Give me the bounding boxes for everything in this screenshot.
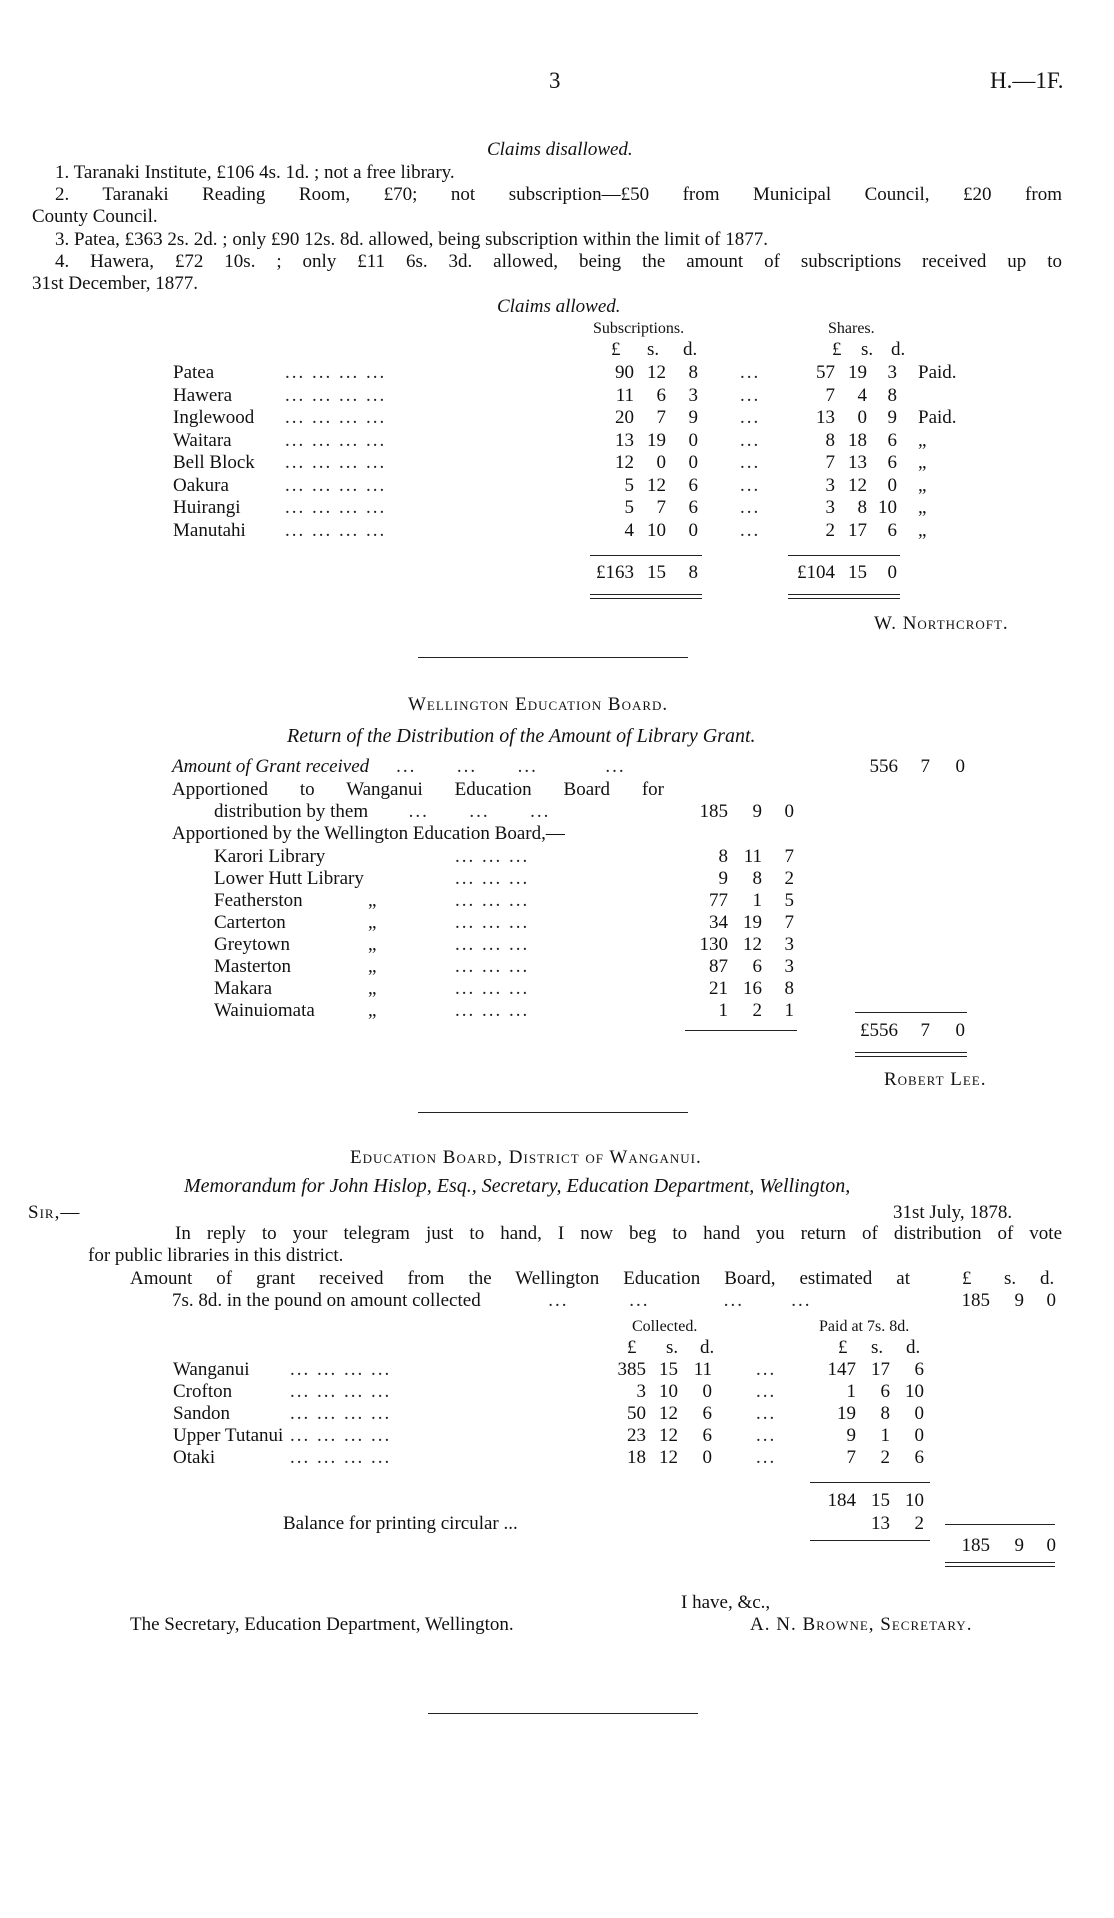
paid-shillings: 8	[880, 1403, 890, 1424]
unit-pence: d.	[891, 339, 906, 360]
sub-pence: 9	[688, 407, 698, 428]
subtotal-pence: 10	[905, 1490, 924, 1511]
leader-dots: ...	[756, 1447, 777, 1468]
amount-shillings: 2	[752, 1000, 762, 1021]
sub-pence: 3	[688, 384, 698, 406]
district-name: Sandon	[173, 1403, 230, 1424]
claims-allowed-title: Claims allowed.	[497, 296, 621, 317]
leader-dots: ... ... ... ...	[285, 407, 387, 428]
leader-dots: ...	[756, 1403, 777, 1424]
sub-pounds: 90	[615, 362, 634, 383]
subtotal-pounds: 184	[827, 1490, 856, 1511]
amount-pounds: 87	[709, 956, 728, 977]
wanganui-shillings: 9	[752, 801, 762, 822]
amount-pounds: 77	[709, 890, 728, 911]
unit-shilling: s.	[647, 339, 660, 360]
unit-pence: d.	[1040, 1268, 1055, 1289]
collected-pounds: 385	[617, 1359, 646, 1380]
memo-date: 31st July, 1878.	[893, 1202, 1013, 1223]
total-shares-pence: 0	[887, 562, 897, 583]
shares-pence: 6	[887, 452, 897, 473]
collected-pounds: 3	[636, 1381, 646, 1402]
library-name: Karori Library	[214, 846, 326, 867]
row-name: Oakura	[173, 474, 229, 496]
signature-browne: A. N. Browne, Secretary.	[750, 1614, 973, 1635]
sub-pounds: 4	[624, 519, 634, 541]
shares-pence: 6	[887, 519, 897, 541]
sub-pence: 8	[688, 362, 698, 383]
amount-pounds: 21	[709, 978, 728, 999]
unit-pence: d.	[700, 1337, 715, 1358]
double-rule	[855, 1056, 967, 1057]
unit-shilling: s.	[871, 1337, 884, 1358]
leader-dots: ... ... ... ...	[290, 1359, 392, 1380]
amount-pence: 2	[784, 868, 794, 889]
unit-pound: £	[627, 1337, 637, 1358]
double-rule	[788, 594, 900, 595]
district-name: Wanganui	[173, 1359, 250, 1380]
library-name: Lower Hutt Library	[214, 868, 364, 889]
balance-label: Balance for printing circular ...	[283, 1513, 518, 1534]
grant-pounds: 185	[961, 1290, 990, 1311]
leader-dots: ...	[740, 519, 761, 541]
unit-shilling: s.	[861, 339, 874, 360]
unit-shilling: s.	[1004, 1268, 1017, 1289]
grant-shillings: 9	[1014, 1290, 1024, 1311]
district-name: Upper Tutanui	[173, 1425, 284, 1446]
shares-pounds: 7	[825, 452, 835, 473]
wanganui-pounds: 185	[699, 801, 728, 822]
col-header-collected: Collected.	[632, 1318, 698, 1335]
row-name: Manutahi	[173, 519, 246, 541]
amount-received-line1: Amount of grant received from the Wellington Education Board, estimated at	[130, 1268, 910, 1289]
amount-shillings: 11	[743, 846, 762, 867]
sub-shillings: 19	[647, 429, 666, 451]
unit-pence: d.	[906, 1337, 921, 1358]
unit-pound: £	[611, 339, 621, 360]
amount-shillings: 6	[752, 956, 762, 977]
sub-shillings: 0	[656, 452, 666, 473]
shares-shillings: 4	[857, 384, 867, 406]
unit-pound: £	[962, 1268, 972, 1289]
paid-shillings: 1	[880, 1425, 890, 1446]
wellington-subtitle: Return of the Distribution of the Amount of Library Grant.	[287, 725, 756, 747]
disallowed-item-2: 2. Taranaki Reading Room, £70; not subscription—£50 from Municipal Council, £20 from County Council.	[32, 184, 1062, 227]
paid-shillings: 17	[871, 1359, 890, 1380]
district-name: Otaki	[173, 1447, 216, 1468]
grant-pence: 0	[955, 756, 965, 777]
shares-shillings: 12	[848, 474, 867, 496]
sub-pence: 0	[688, 429, 698, 451]
shares-shillings: 18	[848, 429, 867, 451]
sub-pounds: 20	[615, 407, 634, 428]
ditto-mark: „	[368, 1000, 377, 1021]
balance-shillings: 13	[871, 1513, 890, 1534]
paid-pounds: 147	[827, 1359, 856, 1380]
total-rule	[685, 1030, 797, 1031]
leader-dots: ... ... ...	[455, 934, 530, 955]
sub-pence: 6	[688, 474, 698, 496]
amount-pence: 7	[784, 912, 794, 933]
paid-pence: 0	[914, 1425, 924, 1446]
salutation: Sir,—	[28, 1202, 81, 1223]
wellington-total-pence: 0	[955, 1020, 965, 1041]
leader-dots: ... ... ...	[455, 978, 530, 999]
double-rule	[945, 1562, 1055, 1563]
leader-dots: ...	[740, 474, 761, 496]
leader-dots: ... ... ... ...	[290, 1403, 392, 1424]
leader-dots: ... ... ... ...	[285, 474, 387, 496]
shares-shillings: 19	[848, 362, 867, 383]
wellington-total-shillings: 7	[920, 1020, 930, 1041]
double-rule	[590, 598, 702, 599]
total-rule	[788, 555, 900, 556]
leader-dots: ... ... ...	[455, 890, 530, 911]
claims-disallowed-title: Claims disallowed.	[487, 139, 633, 160]
signature-lee: Robert Lee.	[884, 1069, 987, 1090]
paid-pounds: 1	[846, 1381, 856, 1402]
amount-pence: 8	[784, 978, 794, 999]
payment-note: „	[918, 497, 927, 518]
wellington-title: Wellington Education Board.	[408, 694, 669, 715]
amount-received-line2: 7s. 8d. in the pound on amount collected ... ... ... ...	[172, 1290, 812, 1311]
paid-pounds: 9	[846, 1425, 856, 1446]
collected-pounds: 50	[627, 1403, 646, 1424]
amount-shillings: 19	[743, 912, 762, 933]
shares-pounds: 7	[825, 384, 835, 406]
sub-shillings: 6	[656, 384, 666, 406]
shares-shillings: 0	[857, 407, 867, 428]
unit-pound: £	[832, 339, 842, 360]
shares-pounds: 3	[825, 474, 835, 496]
sub-pence: 6	[688, 497, 698, 518]
amount-pence: 5	[784, 890, 794, 911]
leader-dots: ...	[740, 362, 761, 383]
sub-pounds: 11	[615, 384, 634, 406]
col-header-shares: Shares.	[828, 320, 875, 337]
row-name: Patea	[173, 362, 215, 383]
final-total-shillings: 9	[1014, 1535, 1024, 1556]
row-name: Inglewood	[173, 407, 255, 428]
total-rule	[590, 555, 702, 556]
payment-note: „	[918, 452, 927, 473]
disallowed-item-3: 3. Patea, £363 2s. 2d. ; only £90 12s. 8d. allowed, being subscription within the limit of 1877.	[55, 229, 768, 250]
sub-shillings: 7	[656, 497, 666, 518]
collected-pence: 11	[693, 1359, 712, 1380]
library-name: Featherston	[214, 890, 303, 911]
leader-dots: ... ... ... ...	[285, 497, 387, 518]
sub-pounds: 5	[624, 474, 634, 496]
paid-pounds: 7	[846, 1447, 856, 1468]
collected-shillings: 12	[659, 1447, 678, 1468]
ditto-mark: „	[368, 890, 377, 911]
shares-pounds: 13	[816, 407, 835, 428]
total-rule	[855, 1012, 967, 1013]
leader-dots: ... ... ... ...	[285, 384, 387, 406]
wanganui-pence: 0	[784, 801, 794, 822]
library-name: Masterton	[214, 956, 292, 977]
amount-shillings: 12	[743, 934, 762, 955]
amount-shillings: 16	[743, 978, 762, 999]
collected-pence: 0	[702, 1381, 712, 1402]
collected-pounds: 23	[627, 1425, 646, 1446]
total-sub-pence: 8	[688, 562, 698, 583]
library-name: Carterton	[214, 912, 286, 933]
amount-pence: 3	[784, 934, 794, 955]
disallowed-item-1: 1. Taranaki Institute, £106 4s. 1d. ; not a free library.	[55, 162, 455, 183]
amount-pence: 3	[784, 956, 794, 977]
leader-dots: ...	[756, 1381, 777, 1402]
leader-dots: ... ... ...	[455, 956, 530, 977]
collected-shillings: 12	[659, 1425, 678, 1446]
payment-note: Paid.	[918, 407, 957, 428]
collected-shillings: 12	[659, 1403, 678, 1424]
leader-dots: ... ... ...	[455, 868, 530, 889]
leader-dots: ...	[740, 497, 761, 518]
subtotal-rule	[810, 1540, 930, 1541]
shares-shillings: 13	[848, 452, 867, 473]
grant-shillings: 7	[920, 756, 930, 777]
payment-note: Paid.	[918, 362, 957, 383]
leader-dots: ... ... ... ...	[290, 1447, 392, 1468]
addressee: The Secretary, Education Department, Wellington.	[130, 1614, 514, 1635]
sub-pence: 0	[688, 452, 698, 473]
row-name: Hawera	[173, 384, 233, 406]
grant-label: Amount of Grant received ... ... ... ...	[172, 756, 626, 777]
ditto-mark: „	[368, 934, 377, 955]
paid-pounds: 19	[837, 1403, 856, 1424]
shares-shillings: 8	[857, 497, 867, 518]
grant-pounds: 556	[869, 756, 898, 777]
paid-shillings: 6	[880, 1381, 890, 1402]
paid-pence: 6	[914, 1447, 924, 1468]
shares-pounds: 57	[816, 362, 835, 383]
collected-shillings: 10	[659, 1381, 678, 1402]
shares-pounds: 2	[825, 519, 835, 541]
leader-dots: ...	[756, 1359, 777, 1380]
amount-pence: 7	[784, 846, 794, 867]
col-header-subscriptions: Subscriptions.	[593, 320, 685, 337]
collected-shillings: 15	[659, 1359, 678, 1380]
library-name: Wainuiomata	[214, 1000, 315, 1021]
shares-pence: 10	[878, 497, 897, 518]
amount-pounds: 130	[699, 934, 728, 955]
district-name: Crofton	[173, 1381, 233, 1402]
amount-pounds: 8	[718, 846, 728, 867]
final-total-pounds: 185	[961, 1535, 990, 1556]
leader-dots: ...	[740, 452, 761, 473]
amount-shillings: 1	[752, 890, 762, 911]
leader-dots: ... ... ...	[455, 1000, 530, 1021]
leader-dots: ...	[740, 429, 761, 451]
subtotal-shillings: 15	[871, 1490, 890, 1511]
leader-dots: ...	[740, 384, 761, 406]
ditto-mark: „	[368, 956, 377, 977]
section-divider	[418, 657, 688, 658]
wanganui-title: Education Board, District of Wanganui.	[350, 1147, 702, 1168]
total-shares-pounds: £104	[797, 562, 835, 583]
sub-shillings: 10	[647, 519, 666, 541]
sub-pence: 0	[688, 519, 698, 541]
shares-pence: 8	[887, 384, 897, 406]
double-rule	[945, 1566, 1055, 1567]
amount-pounds: 34	[709, 912, 728, 933]
wanganui-apportioned-line1: Apportioned to Wanganui Education Board for	[172, 779, 664, 800]
leader-dots: ...	[756, 1425, 777, 1446]
unit-shilling: s.	[666, 1337, 679, 1358]
page-number: 3	[549, 68, 561, 93]
disallowed-item-4: 4. Hawera, £72 10s. ; only £11 6s. 3d. allowed, being the amount of subscriptions received up to 31st December, 1877.	[32, 251, 1062, 294]
collected-pounds: 18	[627, 1447, 646, 1468]
ditto-mark: „	[368, 912, 377, 933]
sub-pounds: 5	[624, 497, 634, 518]
apportioned-label: Apportioned by the Wellington Education Board,—	[172, 823, 565, 844]
sub-pounds: 12	[615, 452, 634, 473]
amount-pounds: 1	[718, 1000, 728, 1021]
leader-dots: ... ... ... ...	[285, 452, 387, 473]
ditto-mark: „	[368, 978, 377, 999]
double-rule	[788, 598, 900, 599]
sub-shillings: 12	[647, 362, 666, 383]
library-name: Makara	[214, 978, 273, 999]
sub-shillings: 7	[656, 407, 666, 428]
leader-dots: ... ... ... ...	[285, 429, 387, 451]
amount-pounds: 9	[718, 868, 728, 889]
memo-heading: Memorandum for John Hislop, Esq., Secretary, Education Department, Wellington,	[184, 1175, 851, 1197]
shares-pence: 9	[887, 407, 897, 428]
paid-pence: 6	[914, 1359, 924, 1380]
total-rule	[945, 1524, 1055, 1525]
subtotal-rule	[810, 1482, 930, 1483]
col-header-paid: Paid at 7s. 8d.	[819, 1318, 910, 1335]
reply-paragraph: In reply to your telegram just to hand, I now beg to hand you return of distribution of vote for public libraries in this district.	[88, 1223, 1062, 1266]
total-sub-shillings: 15	[647, 562, 666, 583]
page-reference: H.—1F.	[990, 68, 1064, 93]
wellington-total-pounds: £556	[860, 1020, 898, 1041]
double-rule	[855, 1052, 967, 1053]
leader-dots: ... ... ...	[455, 846, 530, 867]
paid-pence: 10	[905, 1381, 924, 1402]
double-rule	[590, 594, 702, 595]
total-shares-shillings: 15	[848, 562, 867, 583]
payment-note: „	[918, 474, 927, 496]
collected-pence: 6	[702, 1403, 712, 1424]
final-total-pence: 0	[1046, 1535, 1056, 1556]
leader-dots: ...	[740, 407, 761, 428]
section-divider	[428, 1713, 698, 1714]
row-name: Waitara	[173, 429, 232, 451]
paid-shillings: 2	[880, 1447, 890, 1468]
balance-pence: 2	[914, 1513, 924, 1534]
total-sub-pounds: £163	[596, 562, 634, 583]
shares-pounds: 8	[825, 429, 835, 451]
collected-pence: 6	[702, 1425, 712, 1446]
wanganui-apportioned-line2: distribution by them ... ... ...	[214, 801, 551, 822]
shares-shillings: 17	[848, 519, 867, 541]
leader-dots: ... ... ...	[455, 912, 530, 933]
payment-note: „	[918, 519, 927, 541]
grant-pence: 0	[1046, 1290, 1056, 1311]
leader-dots: ... ... ... ...	[290, 1425, 392, 1446]
paid-pence: 0	[914, 1403, 924, 1424]
shares-pence: 0	[887, 474, 897, 496]
collected-pence: 0	[702, 1447, 712, 1468]
leader-dots: ... ... ... ...	[290, 1381, 392, 1402]
closing: I have, &c.,	[681, 1592, 771, 1613]
unit-pound: £	[838, 1337, 848, 1358]
sub-pounds: 13	[615, 429, 634, 451]
section-divider	[418, 1112, 688, 1113]
row-name: Huirangi	[173, 497, 241, 518]
shares-pence: 6	[887, 429, 897, 451]
leader-dots: ... ... ... ...	[285, 519, 387, 541]
signature-northcroft: W. Northcroft.	[874, 613, 1009, 634]
shares-pounds: 3	[825, 497, 835, 518]
row-name: Bell Block	[173, 452, 255, 473]
leader-dots: ... ... ... ...	[285, 362, 387, 383]
shares-pence: 3	[887, 362, 897, 383]
payment-note: „	[918, 429, 927, 451]
sub-shillings: 12	[647, 474, 666, 496]
amount-pence: 1	[784, 1000, 794, 1021]
library-name: Greytown	[214, 934, 290, 955]
amount-shillings: 8	[752, 868, 762, 889]
unit-pence: d.	[683, 339, 698, 360]
